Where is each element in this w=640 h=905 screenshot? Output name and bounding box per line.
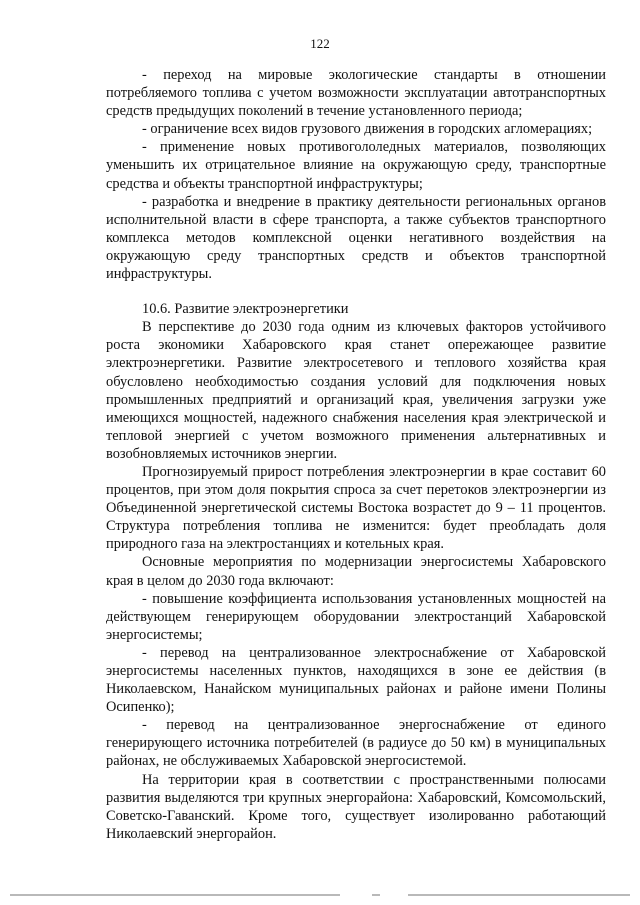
scan-footer-artifact — [0, 894, 640, 898]
list-item-anti-ice-materials: - применение новых противогололедных материалов, позволяющих уменьшить их отрицательное влияние на окружающую среду, транспортные средства и объекты транспортной инфраструктуры; — [106, 139, 606, 192]
list-item-eco-standards: - переход на мировые экологические стандарты в отношении потребляемого топлива с учетом возможности эксплуатации автотранспортных средств предыдущих поколений в течение установленного периода; — [106, 67, 606, 120]
paragraph-measures-intro: Основные мероприятия по модернизации энергосистемы Хабаровского края в целом до 2030 года включают: — [106, 554, 606, 589]
list-item-central-power: - перевод на централизованное электроснабжение от Хабаровской энергосистемы населенных пунктов, находящихся в зоне ее действия (в Николаевском, Нанайском муниципальных районах и районе имени Полины Осипенко); — [106, 644, 606, 716]
list-item-impact-assessment: - разработка и внедрение в практику деятельности региональных органов исполнительной власти в сфере транспорта, а также субъектов транспортного комплекса методов комплексной оценки негативного воздействия на окружающую среду транспортных средств и объектов транспортной инфраструктуры. — [106, 193, 606, 283]
list-item-single-source: - перевод на централизованное энергоснабжение от единого генерирующего источника потребителей (в радиусе до 50 км) в муниципальных районах, не обслуживаемых Хабаровской энергосистемой. — [106, 717, 606, 770]
list-item-freight-restriction: - ограничение всех видов грузового движения в городских агломерациях; — [142, 121, 593, 138]
paragraph-energy-districts: На территории края в соответствии с пространственными полюсами развития выделяются три крупных энергорайона: Хабаровский, Комсомольский, Советско-Гаванский. Кроме того, существует изолированно работающий Николаевский энергорайон. — [106, 771, 606, 842]
document-body — [106, 66, 606, 843]
section-heading: 10.6. Развитие электроэнергетики — [142, 301, 349, 318]
paragraph-forecast: Прогнозируемый прирост потребления электроэнергии в крае составит 60 процентов, при этом доля покрытия спроса за счет перетоков электроэнергии из Объединенной энергетической системы Востока возрастет до 9 – 11 процентов. Структура потребления топлива не изменится: будет преобладать доля природного газа на электростанциях и котельных края. — [106, 463, 606, 553]
paragraph-outlook: В перспективе до 2030 года одним из ключевых факторов устойчивого роста экономики Хабаровского края станет опережающее развитие электроэнергетики. Развитие электросетевого и теплового хозяйства края обусловлено необходимостью создания условий для подключения новых промышленных предприятий и организаций края, увеличения загрузки уже имеющихся мощностей, надежного снабжения населения края электрической и тепловой энергией с учетом возможного применения альтернативных и возобновляемых источников энергии. — [106, 319, 606, 462]
page-number: 122 — [310, 36, 330, 51]
list-item-capacity-usage: - повышение коэффициента использования установленных мощностей на действующем генерирующем оборудовании электростанций Хабаровской энергосистемы; — [106, 590, 606, 643]
